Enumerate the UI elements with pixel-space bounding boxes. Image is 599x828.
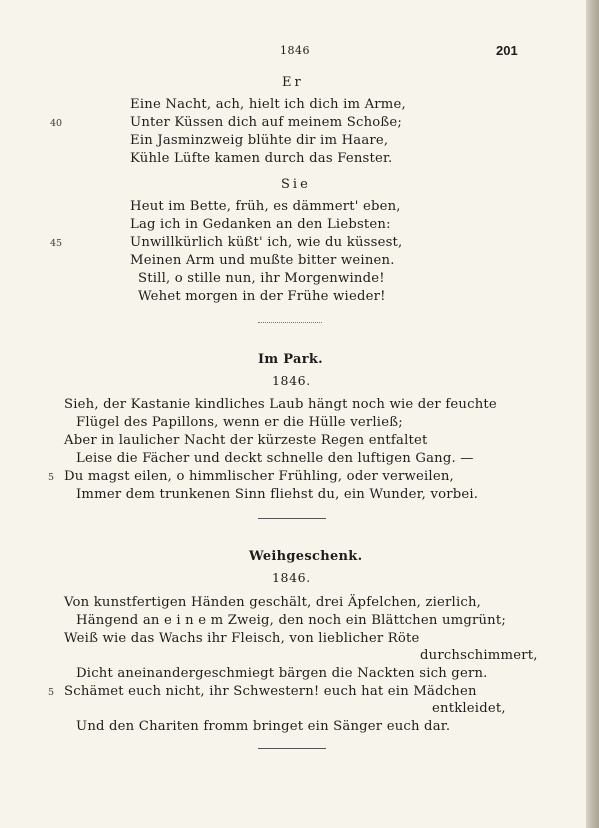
line-number: 40 — [50, 118, 63, 129]
speaker-sie: Sie — [281, 177, 311, 192]
verse-line: Schämet euch nicht, ihr Schwestern! euch hat ein Mädchen — [64, 684, 477, 699]
line-number: 5 — [48, 687, 55, 698]
verse-line: Unter Küssen dich auf meinem Schoße; — [130, 115, 403, 130]
verse-line: Kühle Lüfte kamen durch das Fenster. — [130, 151, 393, 166]
verse-line: Du magst eilen, o himmlischer Frühling, oder verweilen, — [64, 469, 454, 484]
line-number: 45 — [50, 238, 63, 249]
verse-line: Flügel des Papillons, wenn er die Hülle verließ; — [76, 415, 403, 430]
verse-line: Still, o stille nun, ihr Morgenwinde! — [138, 271, 385, 286]
section-divider — [258, 518, 326, 519]
page-edge — [586, 0, 599, 828]
line-number: 5 — [48, 472, 55, 483]
verse-line: Dicht aneinandergeschmiegt bärgen die Nackten sich gern. — [76, 666, 488, 681]
section-divider — [258, 322, 322, 323]
poem-year: 1846. — [272, 373, 311, 388]
poem-year: 1846. — [272, 570, 311, 585]
verse-line-continuation: durchschimmert, — [420, 648, 538, 663]
verse-line: Weiß wie das Wachs ihr Fleisch, von lieblicher Röte — [64, 631, 420, 646]
verse-line: Unwillkürlich küßt' ich, wie du küssest, — [130, 235, 403, 250]
verse-line: Meinen Arm und mußte bitter weinen. — [130, 253, 395, 268]
verse-line: Lag ich in Gedanken an den Liebsten: — [130, 217, 391, 232]
section-divider — [258, 748, 326, 749]
verse-line: Heut im Bette, früh, es dämmert' eben, — [130, 199, 401, 214]
verse-line: Immer dem trunkenen Sinn fliehst du, ein Wunder, vorbei. — [76, 487, 479, 502]
verse-line: Wehet morgen in der Frühe wieder! — [138, 289, 386, 304]
running-header-year: 1846 — [280, 44, 310, 57]
verse-line: Eine Nacht, ach, hielt ich dich im Arme, — [130, 97, 406, 112]
poem-title: Im Park. — [258, 352, 323, 367]
page-number: 201 — [496, 43, 518, 58]
verse-line: Hängend an e i n e m Zweig, den noch ein Blättchen umgrünt; — [76, 613, 507, 628]
verse-line: Von kunstfertigen Händen geschält, drei Äpfelchen, zierlich, — [64, 595, 482, 610]
verse-line: Ein Jasminzweig blühte dir im Haare, — [130, 133, 389, 148]
verse-line: Aber in laulicher Nacht der kürzeste Regen entfaltet — [64, 433, 428, 448]
verse-line: Leise die Fächer und deckt schnelle den luftigen Gang. — — [76, 451, 474, 466]
verse-line-continuation: entkleidet, — [432, 701, 506, 716]
speaker-er: Er — [282, 75, 304, 90]
verse-line: Und den Chariten fromm bringet ein Sänger euch dar. — [76, 719, 451, 734]
poem-title: Weihgeschenk. — [249, 549, 363, 564]
verse-line: Sieh, der Kastanie kindliches Laub hängt noch wie der feuchte — [64, 397, 497, 412]
